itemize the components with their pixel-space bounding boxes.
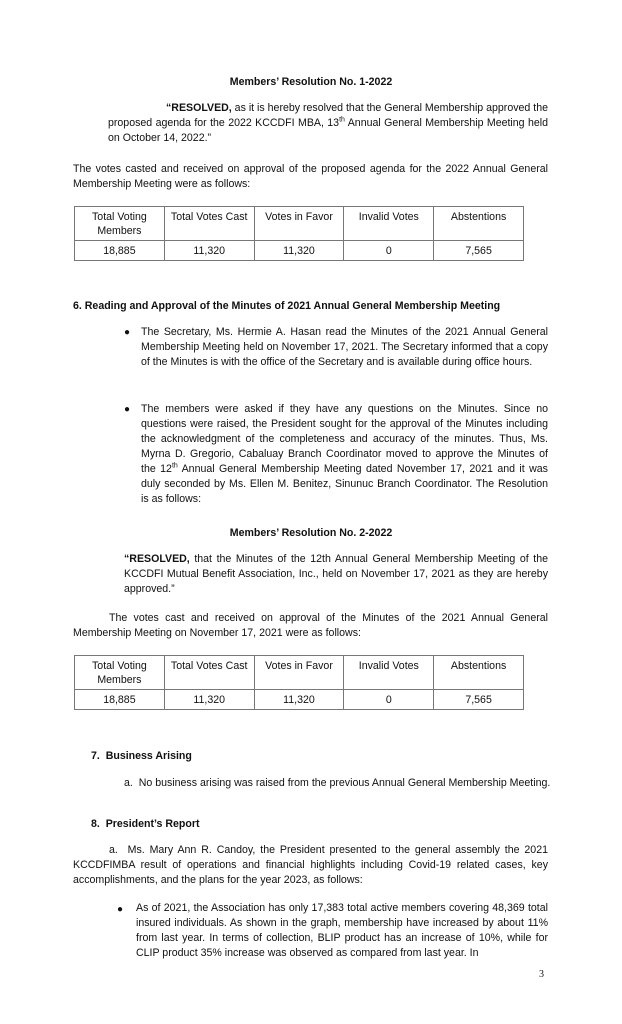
resolved-label: “RESOLVED, (124, 553, 190, 565)
section-6-bullet-1: The Secretary, Ms. Hermie A. Hasan read the Minutes of the 2021 Annual General Membership Meeting held on November 17, 2021. The Secretary informed that a copy of the Minutes is with the office of the Secretary and is available during office hours. (141, 326, 548, 368)
cell-total-voting-members: 18,885 (75, 690, 165, 710)
cell-invalid-votes: 0 (344, 690, 434, 710)
section-7-item-a: a. No business arising was raised from the previous Annual General Membership Meeting. (124, 777, 551, 789)
votes-table-2 (74, 655, 524, 710)
col-votes-in-favor: Votes in Favor (254, 207, 344, 241)
bullet-icon: ● (124, 404, 131, 415)
section-6-heading: 6. Reading and Approval of the Minutes of 2021 Annual General Membership Meeting (73, 300, 501, 312)
section-8-intro: a. Ms. Mary Ann R. Candoy, the President presented to the general assembly the 2021 KCCDFIMBA result of operations and financial highlights including Covid-19 related cases, key accomplishments, and the plans for the year 2023, as follows: (73, 844, 551, 886)
col-total-voting-members: Total Voting Members (75, 207, 165, 241)
bullet-icon: ● (124, 327, 131, 338)
resolved-label: “RESOLVED, (166, 102, 232, 114)
col-invalid-votes: Invalid Votes (344, 207, 434, 241)
page-number: 3 (539, 969, 544, 980)
cell-votes-in-favor: 11,320 (254, 241, 344, 261)
col-abstentions: Abstentions (434, 207, 524, 241)
bullet-icon: ● (117, 904, 124, 915)
cell-invalid-votes: 0 (344, 241, 434, 261)
resolution-1-intro: The votes casted and received on approval of the proposed agenda for the 2022 Annual General Membership Meeting were as follows: (73, 163, 548, 190)
resolution-2-intro: The votes cast and received on approval of the Minutes of the 2021 Annual General Membership Meeting on November 17, 2021 were as follows: (73, 612, 548, 639)
cell-total-votes-cast: 11,320 (164, 241, 254, 261)
table-header-row (75, 207, 524, 241)
cell-total-votes-cast: 11,320 (164, 690, 254, 710)
cell-abstentions: 7,565 (434, 241, 524, 261)
section-7-heading: 7. Business Arising (91, 750, 192, 762)
col-votes-in-favor: Votes in Favor (254, 656, 344, 690)
votes-table-1 (74, 206, 524, 261)
cell-votes-in-favor: 11,320 (254, 690, 344, 710)
cell-abstentions: 7,565 (434, 690, 524, 710)
col-total-voting-members: Total Voting Members (75, 656, 165, 690)
table-header-row (75, 656, 524, 690)
col-abstentions: Abstentions (434, 656, 524, 690)
table-row (75, 690, 524, 710)
resolution-1-quote: “RESOLVED, as it is hereby resolved that the General Membership approved the proposed agenda for the 2022 KCCDFI MBA, 13th Annual General Membership Meeting held on October 14, 2022.” (108, 102, 548, 144)
section-8-bullet-1: As of 2021, the Association has only 17,383 total active members covering 48,369 total insured individuals. As shown in the graph, membership have increased by about 11% from last year. In terms of collection, BLIP product has an increase of 10%, while for CLIP product 35% increase was observed as compared from last year. In (136, 902, 548, 959)
col-invalid-votes: Invalid Votes (344, 656, 434, 690)
resolution-2-heading: Members’ Resolution No. 2-2022 (229, 527, 393, 539)
col-total-votes-cast: Total Votes Cast (164, 656, 254, 690)
section-6-bullet-2: The members were asked if they have any questions on the Minutes. Since no questions were raised, the President sought for the approval of the Minutes including the acknowledgment of the completeness and accuracy of the minutes. Thus, Ms. Myrna D. Gregorio, Cabaluay Branch Coordinator moved to approve the Minutes of the 12th Annual General Membership Meeting dated November 17, 2021 and it was duly seconded by Ms. Ellen M. Benitez, Sinunuc Branch Coordinator. The Resolution is as follows: (141, 403, 548, 505)
cell-total-voting-members: 18,885 (75, 241, 165, 261)
table-row (75, 241, 524, 261)
col-total-votes-cast: Total Votes Cast (164, 207, 254, 241)
resolution-2-quote: “RESOLVED, that the Minutes of the 12th Annual General Membership Meeting of the KCCDFI Mutual Benefit Association, Inc., held on November 17, 2021 as they are hereby approved.” (124, 553, 548, 595)
section-8-heading: 8. President’s Report (91, 818, 200, 830)
resolution-1-heading: Members’ Resolution No. 1-2022 (229, 76, 393, 88)
